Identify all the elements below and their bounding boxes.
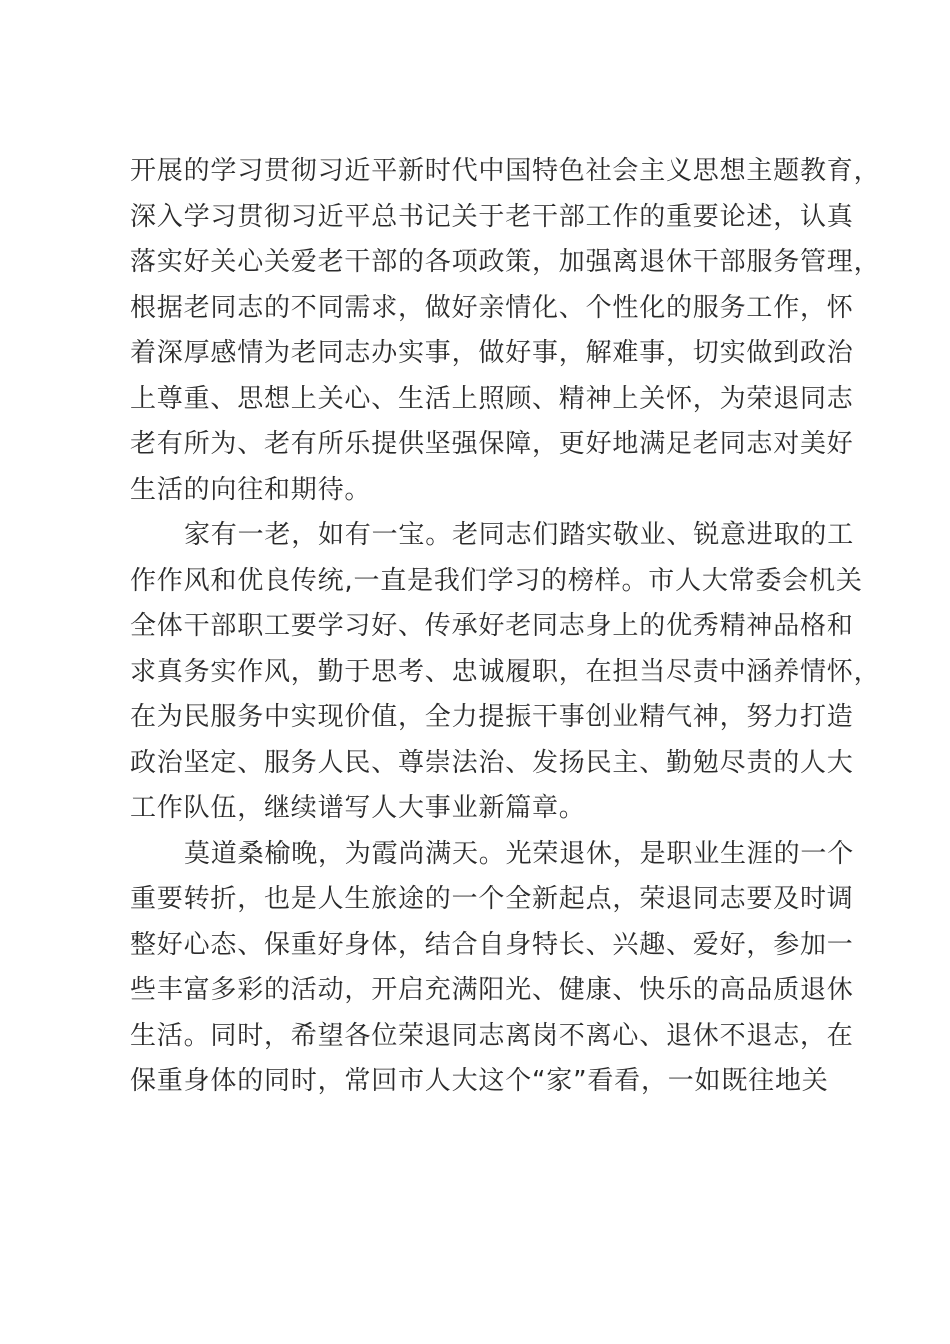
text-line: 落实好关心关爱老干部的各项政策，加强离退休干部服务管理， xyxy=(130,247,881,277)
text-line: 重要转折，也是人生旅途的一个全新起点，荣退同志要及时调 xyxy=(130,884,854,914)
text-line: 深入学习贯彻习近平总书记关于老干部工作的重要论述，认真 xyxy=(130,201,854,232)
text-line: 生活。同时，希望各位荣退同志离岗不离心、退休不退志，在 xyxy=(130,1020,854,1051)
text-line: 生活的向往和期待。 xyxy=(130,474,372,505)
paragraph xyxy=(130,513,881,832)
text-line: 政治坚定、服务人民、尊崇法治、发扬民主、勤勉尽责的人大 xyxy=(130,747,854,778)
paragraph xyxy=(130,149,881,513)
text-line: 些丰富多彩的活动，开启充满阳光、健康、快乐的高品质退休 xyxy=(130,975,854,1005)
text-line: 求真务实作风，勤于思考、忠诚履职，在担当尽责中涵养情怀， xyxy=(130,656,881,687)
text-line: 全体干部职工要学习好、传承好老同志身上的优秀精神品格和 xyxy=(130,611,854,641)
text-line: 开展的学习贯彻习近平新时代中国特色社会主义思想主题教育， xyxy=(130,156,881,186)
document-page xyxy=(130,149,881,1105)
text-line: 着深厚感情为老同志办实事，做好事，解难事，切实做到政治 xyxy=(130,338,854,368)
text-line: 工作队伍，继续谱写人大事业新篇章。 xyxy=(130,793,586,823)
text-line: 根据老同志的不同需求，做好亲情化、个性化的服务工作，怀 xyxy=(130,292,854,323)
text-line: 保重身体的同时，常回市人大这个“家”看看，一如既往地关 xyxy=(130,1066,829,1096)
text-line: 整好心态、保重好身体，结合自身特长、兴趣、爱好，参加一 xyxy=(130,929,854,960)
text-line: 上尊重、思想上关心、生活上照顾、精神上关怀，为荣退同志 xyxy=(130,383,854,414)
text-line: 老有所为、老有所乐提供坚强保障，更好地满足老同志对美好 xyxy=(130,429,854,459)
paragraph xyxy=(130,832,870,1105)
text-line: 作作风和优良传统,一直是我们学习的榜样。市人大常委会机关 xyxy=(130,565,863,596)
text-line: 莫道桑榆晚，为霞尚满天。光荣退休，是职业生涯的一个 xyxy=(184,838,855,869)
text-line: 在为民服务中实现价值，全力提振干事创业精气神，努力打造 xyxy=(130,702,854,732)
text-line: 家有一老，如有一宝。老同志们踏实敬业、锐意进取的工 xyxy=(184,520,855,550)
